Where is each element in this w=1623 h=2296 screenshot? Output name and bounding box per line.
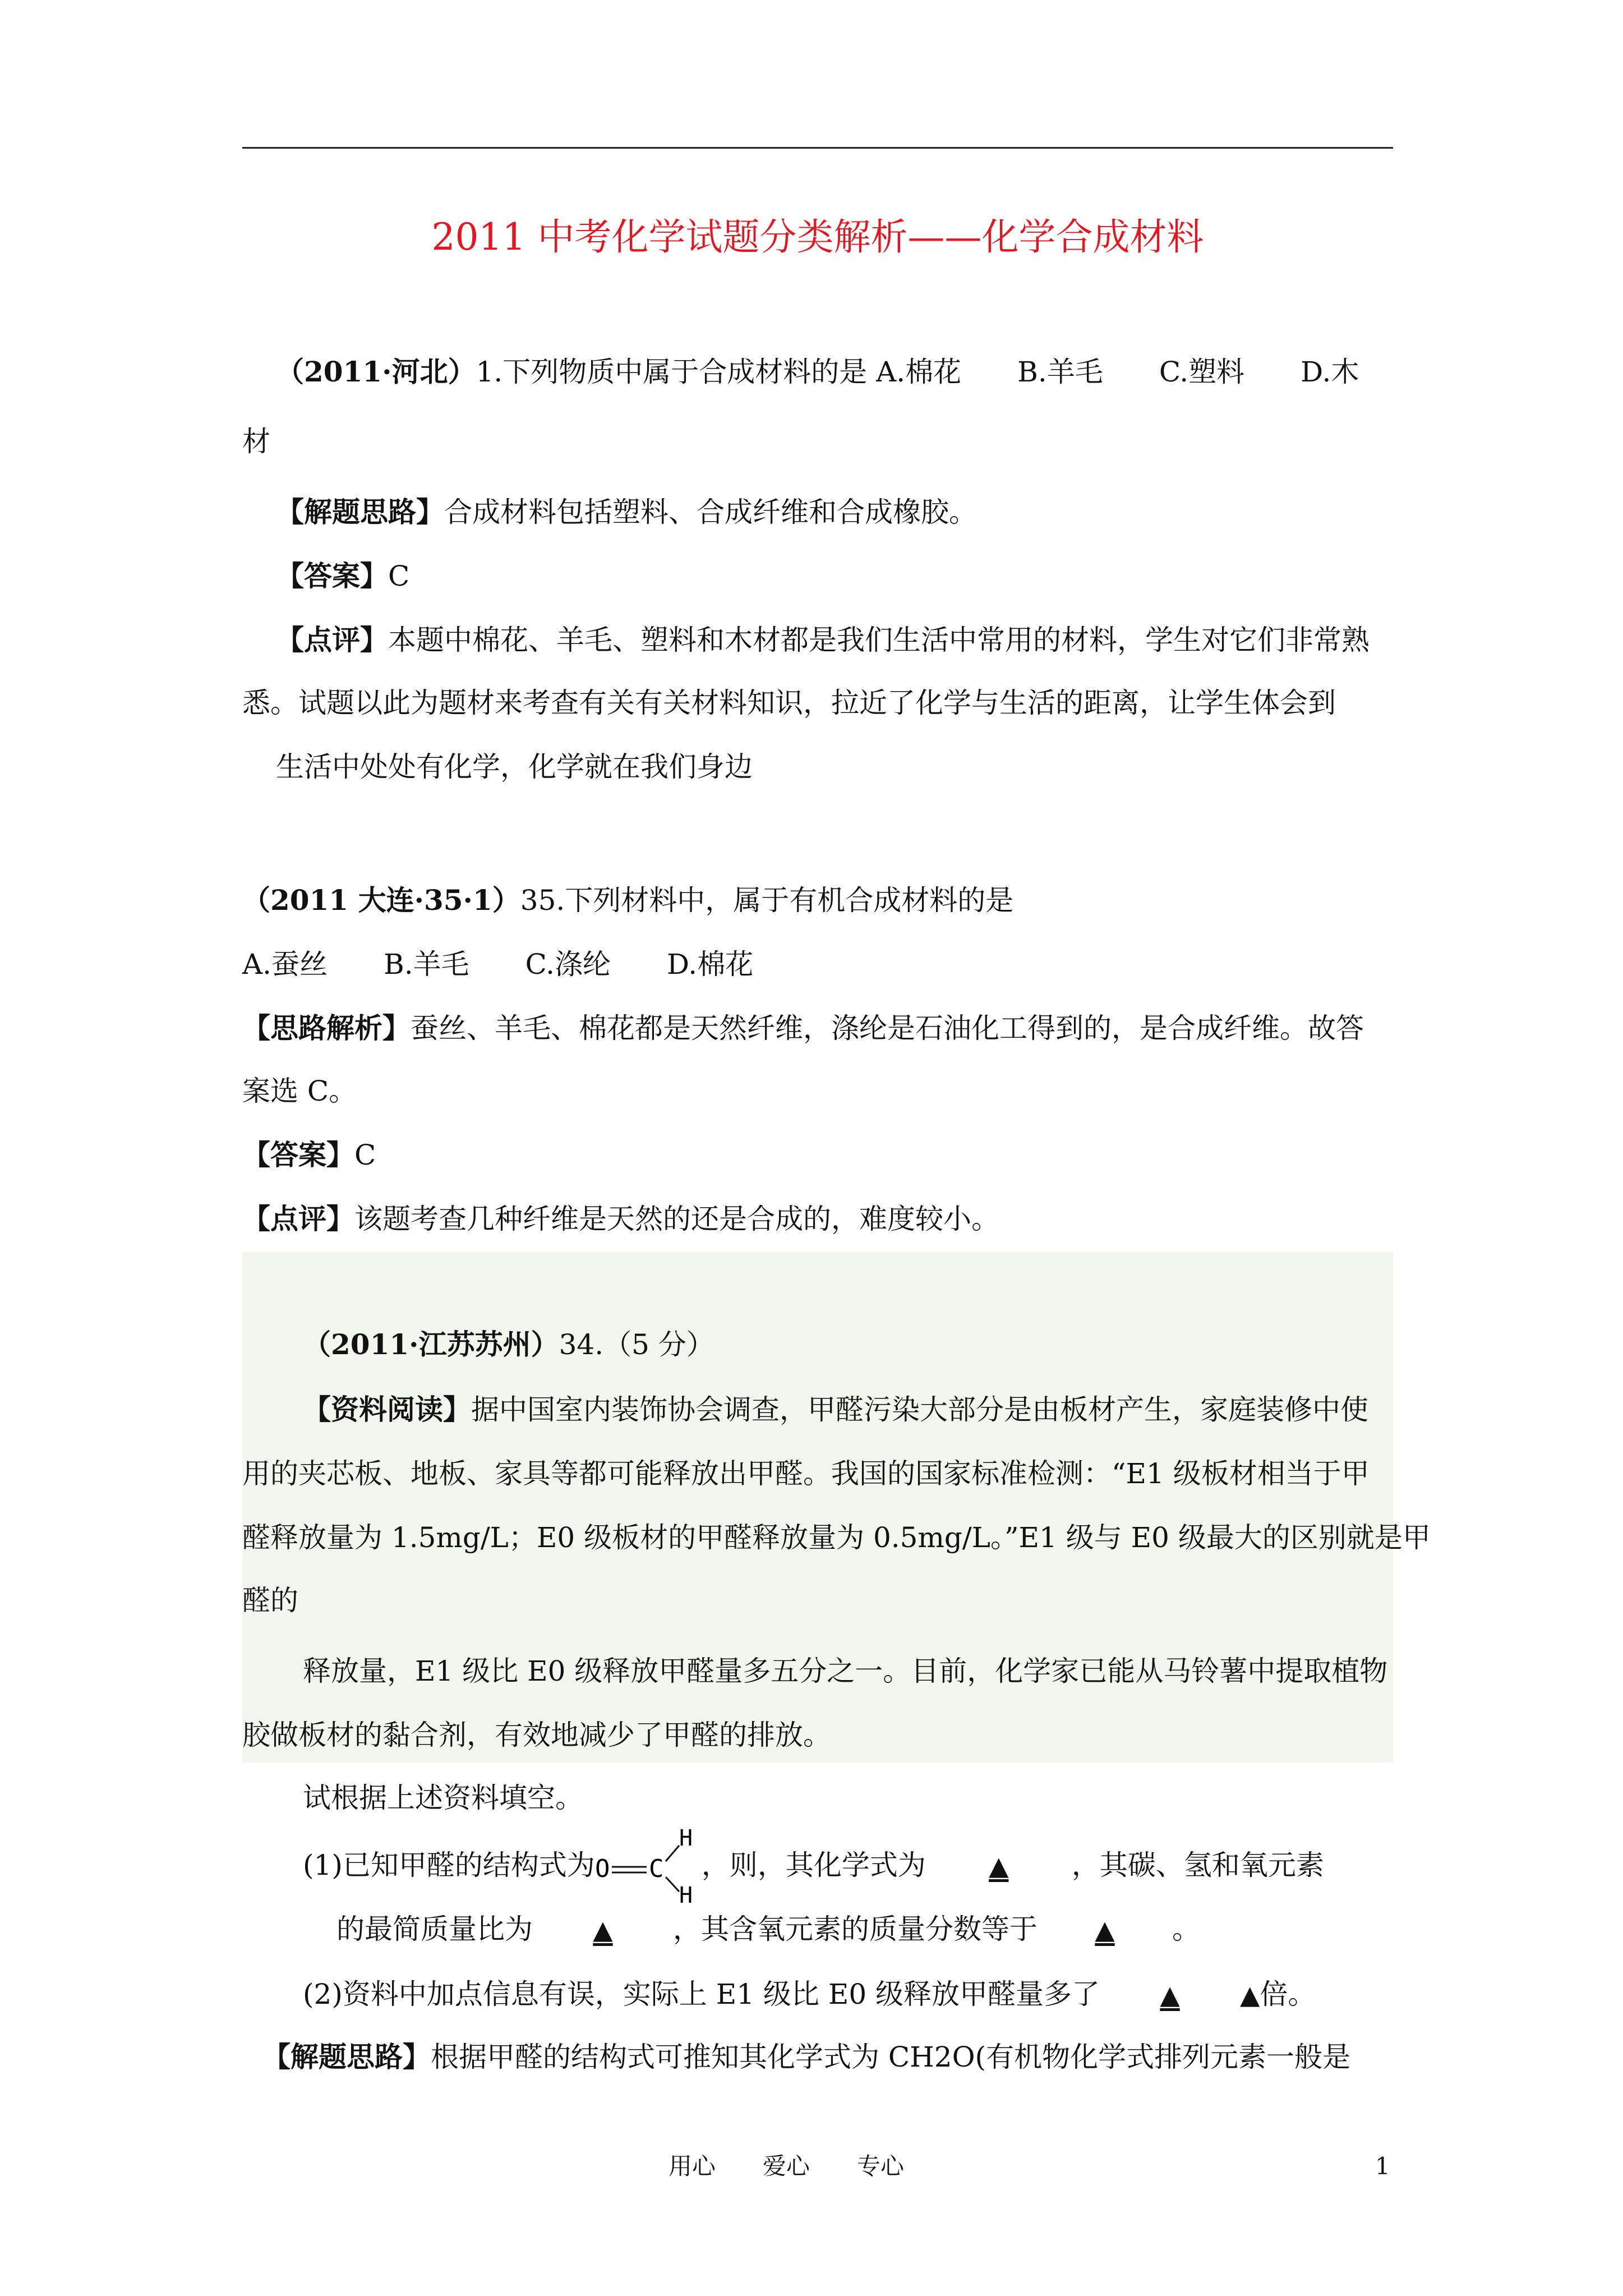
formaldehyde-structure-diagram (594, 1825, 702, 1908)
q2-thinking-text1: 蚕丝、羊毛、棉花都是天然纤维，涤纶是石油化工得到的，是合成纤维。故答 (411, 1012, 1364, 1045)
q3-sub1-formula-prompt: ，则，其化学式为 (701, 1849, 926, 1881)
q3-sub1-line1 (303, 1825, 1324, 1908)
q1-comment-line1 (276, 620, 1370, 660)
page-number: 1 (1375, 2152, 1390, 2180)
q3-reading-line2: 用的夹芯板、地板、家具等都可能释放出甲醛。我国的国家标准检测：“E1 级板材相当于甲 (242, 1457, 1370, 1490)
q1-comment-line3: 生活中处处有化学，化学就在我们身边 (276, 751, 753, 783)
q2-stem-line (242, 881, 1013, 920)
q1-answer-tag: 【答案】 (276, 559, 388, 592)
blank-triangle-icon: ▲ (1095, 1915, 1115, 1945)
q3-sub1-fraction-prompt: ，其含氧元素的质量分数等于 (673, 1913, 1038, 1945)
q3-reading-line3: 醛释放量为 1.5mg/L；E0 级板材的甲醛释放量为 0.5mg/L。”E1 级与 E0 级最大的区别就是甲 (242, 1521, 1431, 1554)
q1-comment-text1: 本题中棉花、羊毛、塑料和木材都是我们生活中常用的材料，学生对它们非常熟 (388, 624, 1370, 656)
q2-comment (242, 1199, 999, 1239)
q1-answer (276, 556, 409, 596)
q2-comment-tag: 【点评】 (242, 1202, 354, 1235)
footer-motto: 用心 爱心 专心 (668, 2152, 905, 2180)
formaldehyde-structure-svg (594, 1825, 702, 1908)
q1-line1 (276, 352, 1359, 392)
q3-sub2-end: 倍。 (1260, 1978, 1316, 2010)
trailing-triangle-icon: ▲ (1240, 1980, 1260, 2010)
q3-reading-line5: 释放量，E1 级比 E0 级释放甲醛量多五分之一。目前，化学家已能从马铃薯中提取植物 (303, 1655, 1388, 1687)
q1-comment-line2: 悉。试题以此为题材来考查有关有关材料知识，拉近了化学与生活的距离，让学生体会到 (242, 687, 1336, 719)
q3-sub2 (303, 1975, 1316, 2014)
q1-line2: 材 (242, 425, 270, 458)
q1-answer-value: C (388, 560, 410, 592)
mol-carbon: C (648, 1855, 664, 1883)
q1-thinking-text: 合成材料包括塑料、合成纤维和合成橡胶。 (444, 496, 977, 528)
q2-thinking-line1 (242, 1009, 1364, 1048)
q3-reading-text1: 据中国室内装饰协会调查，甲醛污染大部分是由板材产生，家庭装修中使 (471, 1393, 1368, 1426)
q3-thinking-tag: 【解题思路】 (262, 2040, 431, 2073)
q3-stem-line (303, 1325, 714, 1364)
q2-answer-value: C (354, 1139, 376, 1171)
mol-bond-h2 (666, 1877, 679, 1892)
mol-hydrogen-top: H (679, 1825, 693, 1851)
q3-reading-line4: 醛的 (242, 1584, 298, 1617)
q2-options: A.蚕丝 B.羊毛 C.涤纶 D.棉花 (242, 948, 754, 981)
q3-stem: 34.（5 分） (559, 1328, 714, 1361)
oxygen-fraction-blank[interactable] (1038, 1910, 1172, 1949)
mol-bond-h1 (666, 1846, 679, 1861)
q2-answer-tag: 【答案】 (242, 1138, 354, 1171)
blank-triangle-icon: ▲ (593, 1915, 613, 1945)
q3-sub2-prompt: (2)资料中加点信息有误，实际上 E1 级比 E0 级释放甲醛量多了 (303, 1978, 1100, 2010)
q3-source: （2011·江苏苏州） (303, 1328, 559, 1361)
q1-stem: 1.下列物质中属于合成材料的是 A.棉花 B.羊毛 C.塑料 D.木 (476, 356, 1359, 388)
q3-thinking-text: 根据甲醛的结构式可推知其化学式为 CH2O(有机物化学式排列元素一般是 (431, 2041, 1351, 2073)
q3-sub1-lead: (1)已知甲醛的结构式为 (303, 1849, 595, 1881)
q2-answer (242, 1135, 376, 1175)
q2-stem: 35.下列材料中，属于有机合成材料的是 (520, 884, 1014, 917)
mass-ratio-blank[interactable] (533, 1910, 673, 1949)
times-blank[interactable] (1100, 1975, 1240, 2014)
q2-source: （2011 大连·35·1） (242, 884, 520, 917)
q2-thinking-line2: 案选 C。 (242, 1075, 357, 1107)
q1-comment-tag: 【点评】 (276, 623, 388, 656)
q3-sub1-element-prompt: ，其碳、氢和氧元素 (1071, 1849, 1324, 1881)
q1-source: （2011·河北） (276, 355, 476, 388)
formula-blank[interactable] (926, 1846, 1072, 1885)
q1-thinking-tag: 【解题思路】 (276, 495, 444, 528)
mol-hydrogen-bottom: H (679, 1883, 693, 1908)
q3-reading-line1 (303, 1390, 1368, 1429)
q3-reading-line6: 胶做板材的黏合剂，有效地减少了甲醛的排放。 (242, 1719, 831, 1751)
blank-triangle-icon: ▲ (1160, 1980, 1180, 2010)
mol-oxygen: O (594, 1855, 610, 1883)
q2-comment-text: 该题考查几种纤维是天然的还是合成的，难度较小。 (354, 1203, 999, 1235)
blank-triangle-icon: ▲ (989, 1851, 1009, 1881)
q3-reading-tag: 【资料阅读】 (303, 1393, 471, 1426)
header-rule (242, 147, 1393, 149)
q2-thinking-tag: 【思路解析】 (242, 1011, 411, 1045)
q3-instruction: 试根据上述资料填空。 (303, 1782, 583, 1814)
q3-sub1-ratio-prompt: 的最简质量比为 (336, 1913, 533, 1945)
q3-thinking (262, 2037, 1350, 2077)
page-title: 2011 中考化学试题分类解析——化学合成材料 (431, 215, 1204, 259)
q1-thinking (276, 493, 977, 532)
q3-sub1-line2 (336, 1910, 1200, 1949)
q3-sub1-end: 。 (1172, 1913, 1200, 1945)
